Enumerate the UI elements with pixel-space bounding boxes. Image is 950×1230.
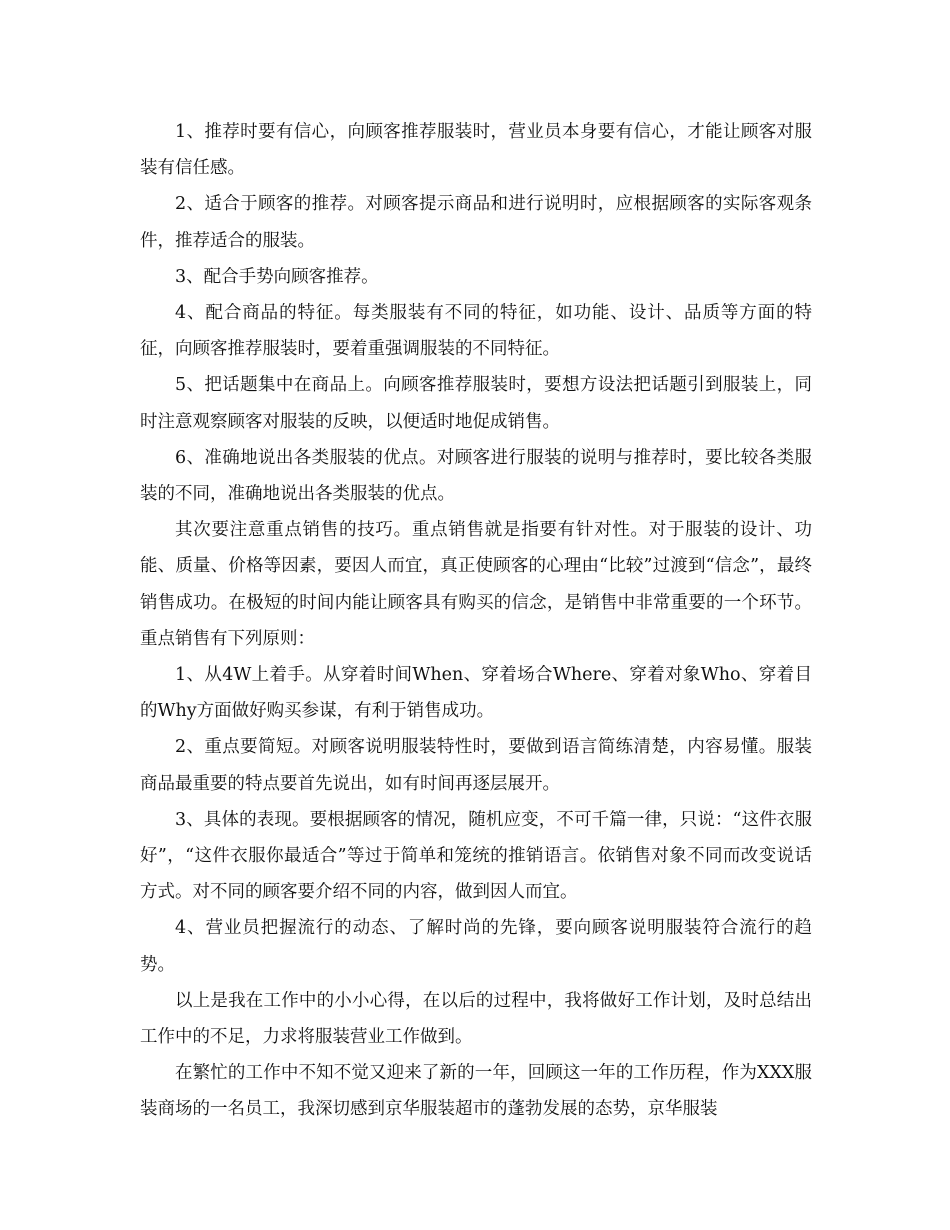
paragraph: 5、把话题集中在商品上。向顾客推荐服装时，要想方设法把话题引到服装上，同时注意观察顾客对服装的反映，以便适时地促成销售。: [140, 375, 812, 432]
paragraph: 2、适合于顾客的推荐。对顾客提示商品和进行说明时，应根据顾客的实际客观条件，推荐适合的服装。: [140, 194, 812, 251]
paragraph: 在繁忙的工作中不知不觉又迎来了新的一年，回顾这一年的工作历程，作为XXX服装商场的一名员工，我深切感到京华服装超市的蓬勃发展的态势，京华服装: [140, 1063, 812, 1120]
paragraph: 其次要注意重点销售的技巧。重点销售就是指要有针对性。对于服装的设计、功能、质量、价格等因素，要因人而宜，真正使顾客的心理由“比较”过渡到“信念”，最终销售成功。在极短的时间内能让顾客具有购买的信念，是销售中非常重要的一个环节。重点销售有下列原则：: [140, 520, 812, 649]
paragraph: 1、从4W上着手。从穿着时间When、穿着场合Where、穿着对象Who、穿着目的Why方面做好购买参谋，有利于销售成功。: [140, 665, 812, 722]
document-body: [140, 114, 812, 1128]
paragraph: 2、重点要简短。对顾客说明服装特性时，要做到语言简练清楚，内容易懂。服装商品最重要的特点要首先说出，如有时间再逐层展开。: [140, 737, 812, 794]
paragraph: 6、准确地说出各类服装的优点。对顾客进行服装的说明与推荐时，要比较各类服装的不同，准确地说出各类服装的优点。: [140, 447, 812, 505]
paragraph: 1、推荐时要有信心，向顾客推荐服装时，营业员本身要有信心，才能让顾客对服装有信任感。: [140, 122, 812, 179]
paragraph: 以上是我在工作中的小小心得，在以后的过程中，我将做好工作计划，及时总结出工作中的不足，力求将服装营业工作做到。: [140, 990, 812, 1048]
paragraph: 3、具体的表现。要根据顾客的情况，随机应变，不可千篇一律，只说：“这件衣服好”，“这件衣服你最适合”等过于简单和笼统的推销语言。依销售对象不同而改变说话方式。对不同的顾客要介绍不同的内容，做到因人而宜。: [140, 809, 812, 903]
paragraph: 3、配合手势向顾客推荐。: [175, 266, 379, 287]
paragraph: 4、营业员把握流行的动态、了解时尚的先锋，要向顾客说明服装符合流行的趋势。: [140, 918, 812, 975]
paragraph: 4、配合商品的特征。每类服装有不同的特征，如功能、设计、品质等方面的特征，向顾客推荐服装时，要着重强调服装的不同特征。: [140, 303, 812, 360]
